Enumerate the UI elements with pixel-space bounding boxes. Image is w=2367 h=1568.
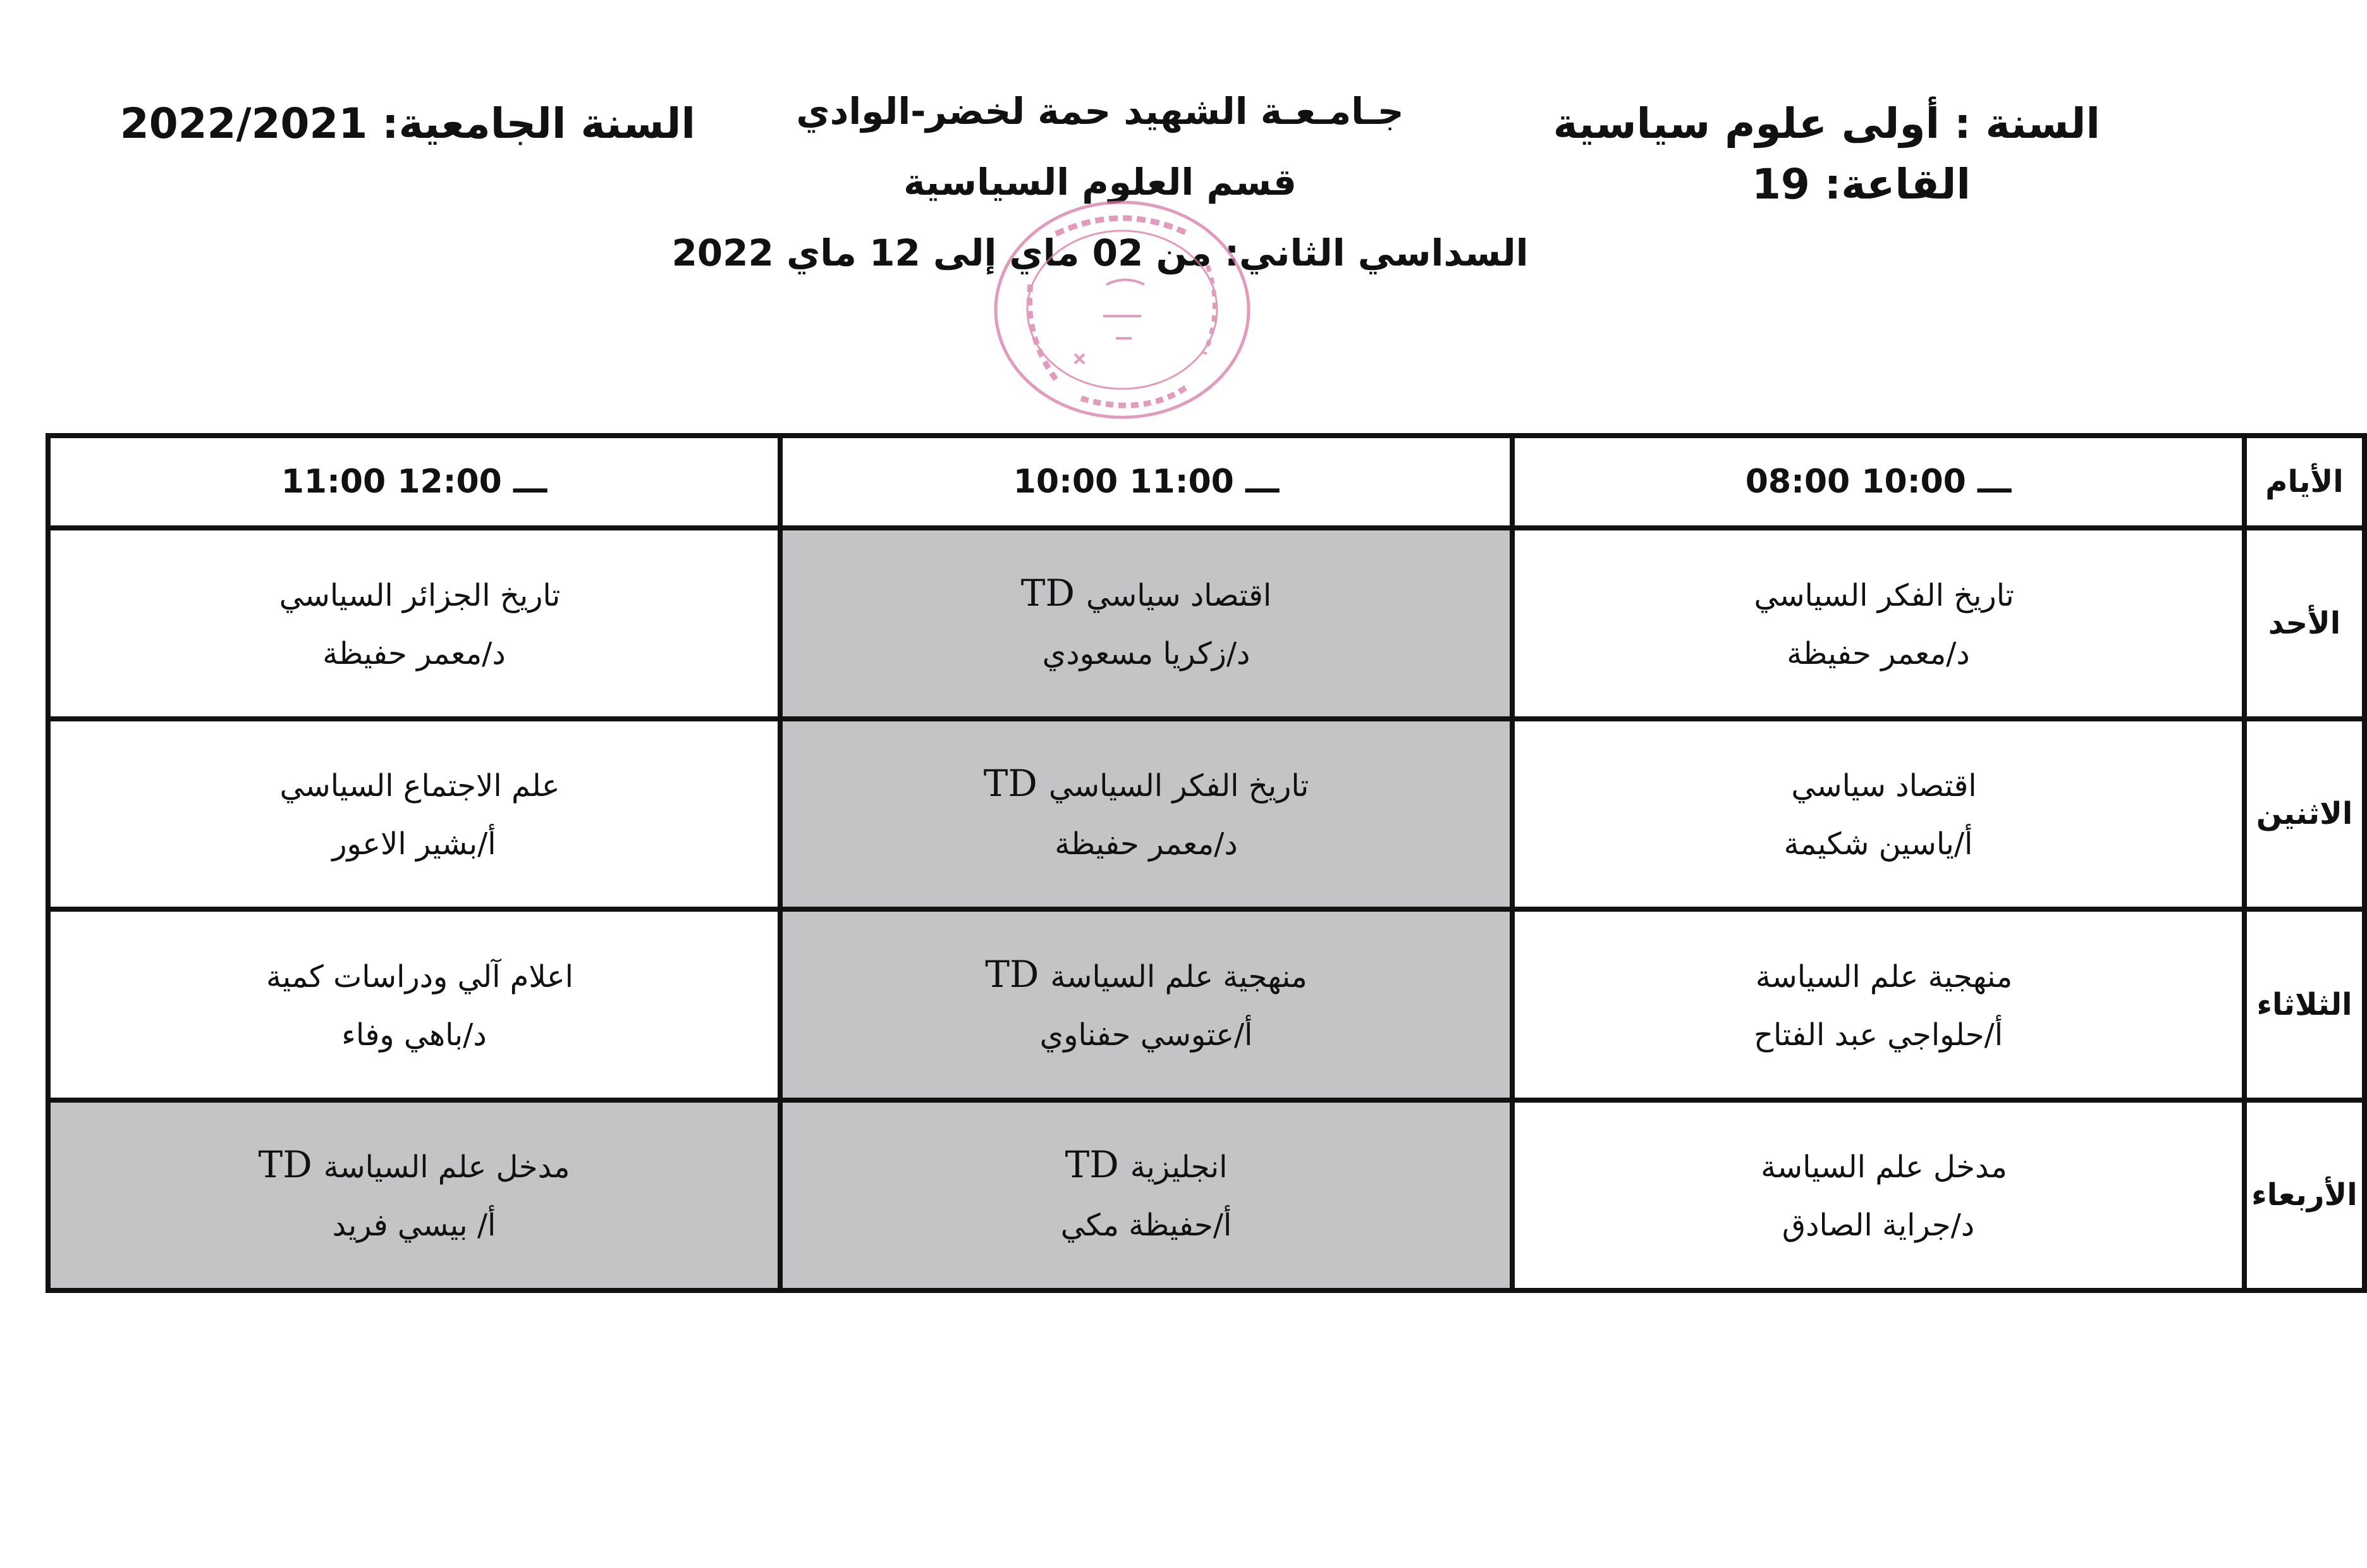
day-cell: الاثنين	[2244, 719, 2364, 910]
level-value: أولى علوم سياسية	[1553, 99, 1940, 148]
course-title: اقتصاد سياسي	[1791, 768, 1977, 804]
day-cell: الأربعاء	[2244, 1100, 2364, 1291]
course-title: علم الاجتماع السياسي	[279, 768, 560, 804]
slot-header-3: 11:00 ـــ 12:00	[48, 436, 780, 528]
professor-name: أ/ياسين شكيمة	[1783, 826, 1973, 862]
course-title: منهجية علم السياسة	[1755, 959, 2013, 995]
day-cell: الثلاثاء	[2244, 909, 2364, 1100]
course-title: تاريخ الفكر السياسي	[1754, 577, 2014, 613]
professor-name: أ/بشير الاعور	[332, 826, 496, 862]
professor-name: د/معمر حفيظة	[1787, 635, 1970, 671]
room-value: 19	[1751, 160, 1810, 209]
professor-name: أ/حلواجي عبد الفتاح	[1753, 1017, 2003, 1053]
professor-name: د/معمر حفيظة	[322, 635, 506, 671]
course-title: منهجية علم السياسة	[1050, 959, 1307, 995]
course-title: مدخل علم السياسة	[323, 1149, 570, 1185]
td-badge: TD	[985, 952, 1039, 996]
td-badge: TD	[983, 762, 1037, 805]
table-row	[48, 1100, 2364, 1291]
table-row	[48, 719, 2364, 910]
course-cell	[780, 528, 1512, 719]
semester-dates: من 02 ماي إلى 12 ماي 2022	[671, 231, 1212, 274]
professor-name: د/جراية الصادق	[1782, 1208, 1975, 1244]
course-cell	[780, 719, 1512, 910]
days-header: الأيام	[2244, 436, 2364, 528]
professor-name: أ/ بيسي فريد	[332, 1208, 496, 1244]
course-cell	[1512, 909, 2244, 1100]
day-cell: الأحد	[2244, 528, 2364, 719]
professor-name: أ/حفيظة مكي	[1060, 1208, 1232, 1244]
academic-year-value: 2022/2021	[119, 99, 368, 148]
course-cell	[48, 719, 780, 910]
slot-header-1: 08:00 ـــ 10:00	[1512, 436, 2244, 528]
table-row	[48, 909, 2364, 1100]
td-badge: TD	[1065, 1143, 1119, 1187]
course-cell	[1512, 1100, 2244, 1291]
semester-label: السداسي الثاني:	[1224, 231, 1529, 274]
course-title: اعلام آلي ودراسات كمية	[266, 959, 573, 995]
university-name: جـامـعـة الشهيد حمة لخضر-الوادي	[796, 90, 1404, 133]
course-title: مدخل علم السياسة	[1761, 1149, 2007, 1185]
department-name: قسم العلوم السياسية	[903, 161, 1297, 204]
course-cell	[1512, 528, 2244, 719]
room-line	[1531, 154, 1971, 215]
academic-year-label: السنة الجامعية:	[382, 99, 695, 148]
table-header-row	[48, 436, 2364, 528]
academic-year-block	[119, 94, 695, 154]
course-cell	[780, 1100, 1512, 1291]
course-title: انجليزية	[1130, 1149, 1228, 1185]
professor-name: د/معمر حفيظة	[1055, 826, 1238, 862]
level-room-block	[1531, 94, 2100, 215]
slot-header-2: 10:00 ـــ 11:00	[780, 436, 1512, 528]
room-label: القاعة:	[1824, 160, 1971, 209]
course-title: اقتصاد سياسي	[1086, 577, 1272, 613]
professor-name: أ/عتوسي حفناوي	[1039, 1017, 1253, 1053]
level-line	[1531, 94, 2100, 154]
professor-name: د/باهي وفاء	[341, 1017, 487, 1053]
course-title: تاريخ الفكر السياسي	[1048, 768, 1309, 804]
td-badge: TD	[1020, 571, 1075, 615]
professor-name: د/زكريا مسعودي	[1042, 635, 1251, 671]
course-title: تاريخ الجزائر السياسي	[279, 577, 561, 613]
course-cell	[48, 909, 780, 1100]
td-badge: TD	[258, 1143, 312, 1187]
course-cell	[48, 1100, 780, 1291]
course-cell	[780, 909, 1512, 1100]
table-row	[48, 528, 2364, 719]
schedule-table	[46, 433, 2367, 1293]
course-cell	[48, 528, 780, 719]
course-cell	[1512, 719, 2244, 910]
official-stamp-icon	[980, 190, 1264, 430]
level-label: السنة :	[1954, 99, 2100, 148]
